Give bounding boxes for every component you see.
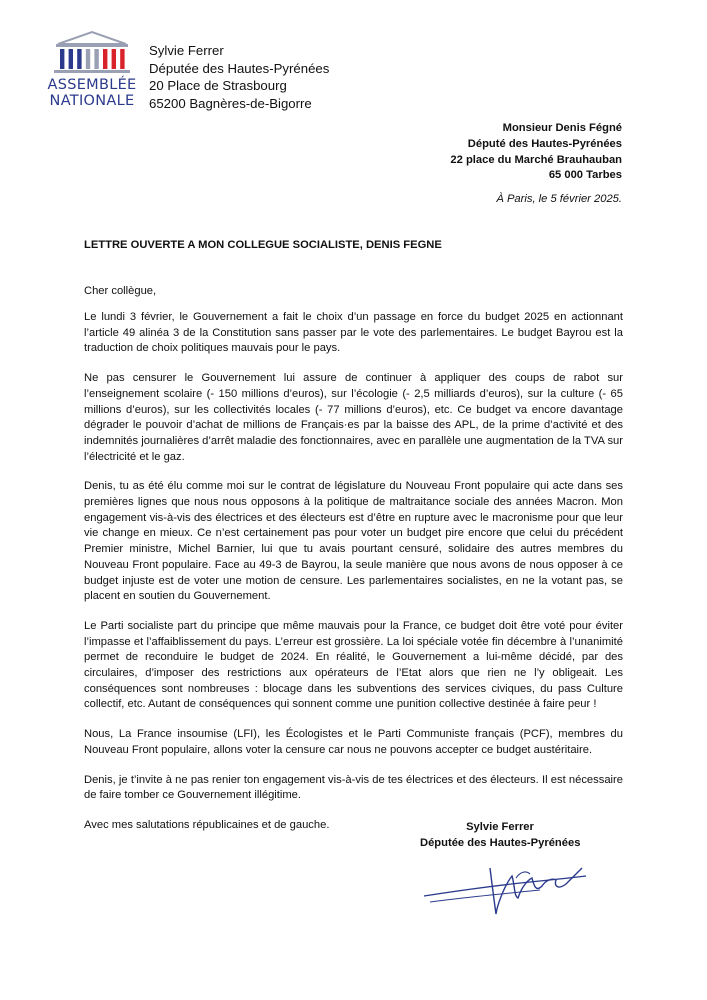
body-paragraph: Denis, tu as été élu comme moi sur le contrat de législature du Nouveau Front populaire qui acte dans ses premières lignes que nous nous opposons à la politique de maltraitance sociale des années Macron. Mon engagement vis-à-vis des électrices et des électeurs est d’être en rupture avec le macronisme pour que leur vie change en mieux. Ce n’est certainement pas pour voter un budget pire encore que celui du précédent Premier ministre, Michel Barnier, lui que tu avais pourtant censuré, solidaire des autres membres du Nouveau Front populaire. Face au 49-3 de Bayrou, la seule manière que nous avons de nous opposer à ce budget injuste est de voter une motion de censure. Les parlementaires socialistes, en ne la votant pas, se placent en soutien du Gouvernement.: [84, 480, 623, 603]
closing-paragraph: Avec mes salutations républicaines et de gauche.: [84, 818, 330, 831]
logo-text-nationale: NATIONALE: [49, 93, 135, 109]
logo-column: [112, 49, 116, 69]
sender-address-line1: 20 Place de Strasbourg: [149, 78, 287, 93]
handwritten-signature: [420, 856, 590, 918]
body-paragraph: Nous, La France insoumise (LFI), les Écologistes et le Parti Communiste français (PCF), membres du Nouveau Front populaire, allons voter la censure car nous ne pouvons accepter ce budget austéritaire.: [84, 728, 623, 756]
recipient-name: Monsieur Denis Fégné: [502, 122, 622, 134]
sender-address-line2: 65200 Bagnères-de-Bigorre: [149, 95, 312, 111]
body-paragraph: Le lundi 3 février, le Gouvernement a fait le choix d’un passage en force du budget 2025 en actionnant l’article 49 alinéa 3 de la Constitution sans passer par le vote des parlementaires. Le budget Bayrou est la traduction de choix politiques mauvais pour le pays.: [84, 311, 623, 355]
logo-column: [86, 49, 90, 69]
logo-column: [69, 49, 73, 69]
body-paragraph: Ne pas censurer le Gouvernement lui assure de continuer à appliquer des coups de rabot sur l’enseignement scolaire (- 150 millions d’euros), sur l’écologie (- 2,5 milliards d’euros), sur la culture (- 65 millions d’euros), sur les collectivités locales (- 77 millions d’euros), etc. Ce budget va encore davantage dégrader le pouvoir d’achat de millions de Français·es par la baisse des APL, de la prime d’activité et des indemnités journalières d’arrêt maladie des fonctionnaires, avec en parallèle une augmentation de la TVA sur l’électricité et le gaz.: [84, 372, 623, 463]
letter-date: À Paris, le 5 février 2025.: [496, 193, 622, 205]
body-paragraph: Le Parti socialiste part du principe que même mauvais pour la France, ce budget doit être voté pour éviter l’impasse et l’affaiblissement du pays. L’erreur est grossière. La loi spéciale votée fin décembre à l’unanimité permet de reconduire le budget de 2024. En réalité, le Gouvernement a lui-même décidé, par des circulaires, d’imposer des restrictions aux opérateurs de l’Etat alors que rien ne l’y obligeait. Les conséquences sont nombreuses : blocage dans les subventions des services civiques, du pass Culture collectif, etc. Autant de conséquences qui sonnent comme une punition collective destinée à faire peur !: [84, 619, 623, 711]
assemblee-building-icon: [44, 30, 140, 78]
letter-salutation: Cher collègue,: [84, 285, 157, 297]
sender-name: Sylvie Ferrer: [149, 43, 224, 58]
logo-column: [120, 49, 124, 69]
recipient-address: [450, 121, 622, 184]
signatory-title: Députée des Hautes-Pyrénées: [420, 836, 581, 849]
recipient-title: Député des Hautes-Pyrénées: [467, 137, 622, 150]
logo-column: [94, 49, 98, 69]
letter-body: [84, 310, 623, 848]
letter-subject: LETTRE OUVERTE A MON COLLEGUE SOCIALISTE, DENIS FEGNE: [84, 239, 442, 251]
sender-title: Députée des Hautes-Pyrénées: [149, 60, 330, 76]
body-paragraph: Denis, je t’invite à ne pas renier ton engagement vis-à-vis de tes électrices et des électeurs. Il est nécessaire de faire tomber ce Gouvernement illégitime.: [84, 773, 623, 802]
logo-column: [103, 49, 107, 69]
assemblee-nationale-logo: [44, 30, 140, 110]
logo-column: [77, 49, 81, 69]
signature-block: [420, 820, 580, 852]
logo-text-assemblee: ASSEMBLÉE: [47, 77, 137, 93]
sender-address: [149, 42, 329, 112]
recipient-address-line2: 65 000 Tarbes: [548, 169, 622, 182]
recipient-address-line1: 22 place du Marché Brauhauban: [450, 153, 622, 166]
logo-column: [60, 49, 64, 69]
signatory-name: Sylvie Ferrer: [466, 821, 534, 833]
